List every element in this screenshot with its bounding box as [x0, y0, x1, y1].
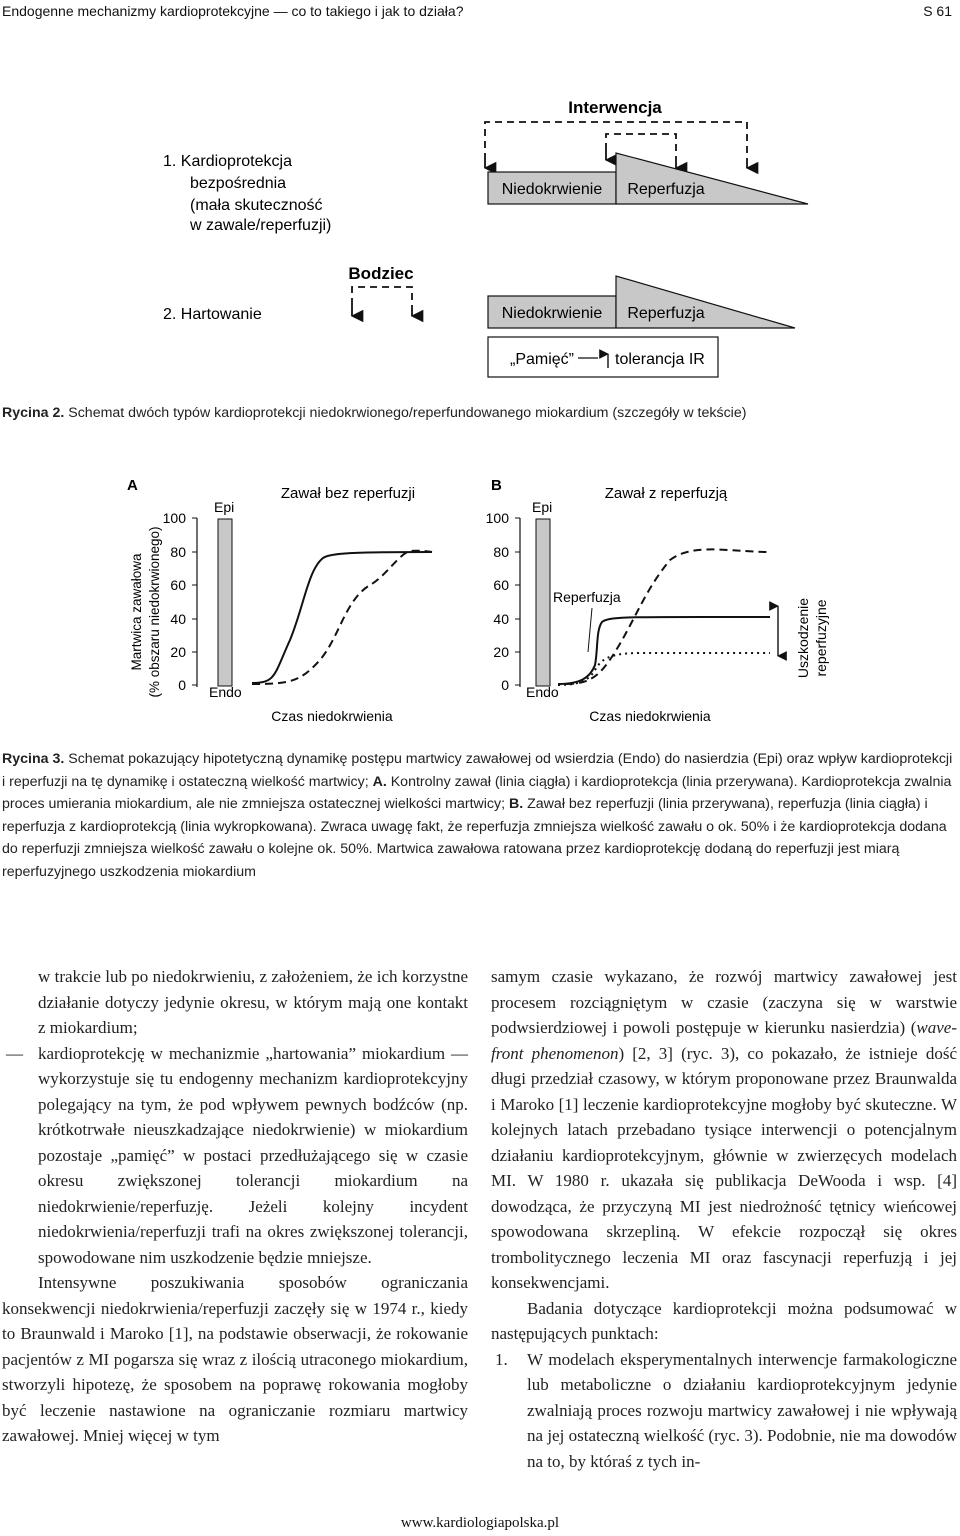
caption-panel-b: B. [509, 796, 524, 812]
figure-3-caption [2, 748, 954, 883]
tick-label: 100 [485, 510, 509, 526]
left-column [2, 964, 468, 1449]
paragraph: Badania dotyczące kardioprotekcji można podsumować w następujących punktach: [491, 1298, 957, 1343]
endo-label-b: Endo [526, 684, 559, 700]
tick-label: 20 [170, 644, 186, 660]
caption-panel-a: A. [372, 773, 387, 790]
xlabel-a: Czas niedokrwienia [271, 708, 393, 724]
caption-prefix: Rycina 2. [2, 405, 65, 421]
paragraph: Intensywne poszukiwania sposobów ograniczania konsekwencji niedokrwienia/reperfuzji zaczęły się w 1974 r., kiedy to Braunwald i Maroko [1], na podstawie obserwacji, że rokowanie pacjentów z MI pogarsza się wraz z ilością utraconego miokardium, stworzyli hipotezę, że sposobem na poprawę rokowania mogłoby być leczenie nastawione na ograniczanie rozmiaru martwicy zawałowej. Mniej więcej w tym [2, 1273, 468, 1445]
list-continuation [2, 964, 468, 1041]
injury-label-1: Uszkodzenie [795, 597, 811, 679]
caption-part: Schemat pokazujący hipotetyczną dynamikę postępu martwicy zawałowej od wsierdzia (Endo) do nasierdzia (Epi) oraz wpływ kardioprotekcji i reperfuzji na tę dynamikę i ostateczną wielkość martwicy; [2, 751, 953, 790]
tick-label: 80 [170, 544, 186, 560]
dash-marker: — [6, 1043, 23, 1063]
figure-3 [0, 460, 960, 740]
y-axis-label-2: (% obszaru niedokrwionego) [147, 526, 162, 698]
intervention-label: Interwencja [568, 98, 662, 117]
tick-label: 60 [493, 577, 509, 593]
panel-b-label: B [491, 477, 502, 494]
endo-label-a: Endo [209, 684, 242, 700]
row1-label-1: 1. Kardioprotekcja [163, 153, 292, 170]
text-run: samym czasie wykazano, że rozwój martwicy zawałowej jest procesem rozciągniętym w czasie (zaczyna się w warstwie podwsierdziowej i powoli postępuje w kierunku nasierdzia) ( [491, 967, 957, 1037]
row2-label: 2. Hartowanie [163, 306, 262, 323]
myocardium-bar-a [218, 519, 232, 686]
tick-label: 40 [170, 611, 186, 627]
list-item [491, 1347, 957, 1475]
tick-label: 60 [170, 577, 186, 593]
row1-reperfusion: Reperfuzja [627, 181, 705, 198]
tick-label: 40 [493, 611, 509, 627]
tolerance-text: tolerancja IR [615, 351, 705, 368]
list-item [2, 1041, 468, 1271]
y-ticks-a [192, 518, 197, 685]
panel-a-label: A [127, 477, 138, 494]
tick-label: 0 [501, 677, 509, 693]
reperfusion-pointer [588, 608, 592, 652]
tick-label: 0 [178, 677, 186, 693]
caption-part: Zawał bez reperfuzji (linia przerywana), reperfuzja (linia ciągła) i reperfuzja z kardioprotekcją (linia wykropkowana). Zwraca uwagę fakt, że reperfuzja zmniejsza wielkość zawału o ok. 50% i że kardioprotekcja dodana do reperfuzji zmniejsza wielkość zawału o kolejne ok. 50%. Martwica zawałowa ratowana przez kardioprotekcję dodaną do reperfuzji jest miarą reperfuzyjnego uszkodzenia miokardium [2, 796, 947, 880]
right-column [491, 964, 957, 1474]
page-number: S 61 [923, 3, 952, 19]
paragraph: w trakcie lub po niedokrwieniu, z założeniem, że ich korzystne działanie dotyczy jedynie okresu, w którym mają one kontakt z miokardium; [38, 967, 468, 1037]
paragraph: W modelach eksperymentalnych interwencje farmakologiczne lub metaboliczne o działaniu kardioprotekcyjnym jedynie zwalniają proces rozwoju martwicy zawałowej i nie wpływają na jej ostateczną wielkość (ryc. 3). Podobnie, nie ma dowodów na to, by któraś z tych in- [527, 1349, 957, 1471]
myocardium-bar-b [536, 519, 550, 686]
footer-url: www.kardiologiapolska.pl [400, 1515, 560, 1531]
row2-reperfusion: Reperfuzja [627, 305, 705, 322]
injury-label-2: reperfuzyjne [813, 599, 829, 677]
row1-ischemia: Niedokrwienie [501, 181, 603, 198]
y-axis-label-1: Martwica zawałowa [129, 553, 144, 671]
epi-label-b: Epi [532, 499, 553, 515]
title-a: Zawał bez reperfuzji [280, 485, 416, 502]
reperfusion-label: Reperfuzja [553, 589, 621, 605]
control-infarct-curve [252, 552, 432, 683]
caption-prefix: Rycina 3. [2, 751, 65, 767]
row1-label-2: bezpośrednia [190, 175, 287, 192]
tick-label: 100 [162, 510, 186, 526]
paragraph: kardioprotekcję w mechanizmie „hartowania” miokardium — wykorzystuje się tu endogenny mechanizm kardioprotekcyjny polegający na tym, że pod wpływem pewnych bodźców (np. krótkotrwałe nieuszkadzające niedokrwienie) w miokardium pozostaje „pamięć” w postaci przedłużającego się w czasie okresu zwiększonej tolerancji miokardium na niedokrwienie/reperfuzję. Jeżeli kolejny incydent niedokrwienia/reperfuzji trafi na okres zwiększonej tolerancji, spowodowane nim uszkodzenie będzie mniejsze. [38, 1043, 468, 1267]
italic-term: wave-front phenomenon [491, 1018, 957, 1063]
caption-part: Kontrolny zawał (linia ciągła) i kardioprotekcja (linia przerywana). Kardioprotekcja zwalnia proces umierania miokardium, ale nie zmniejsza ostatecznej wielkości martwicy; [2, 773, 952, 812]
figure-2-caption [2, 402, 952, 425]
row2-ischemia: Niedokrwienie [501, 305, 603, 322]
reperfusion-cardioprotection-curve [558, 653, 770, 685]
running-title: Endogenne mechanizmy kardioprotekcyjne — co to takiego i jak to działa? [2, 3, 464, 19]
xlabel-b: Czas niedokrwienia [589, 708, 711, 724]
title-b: Zawał z reperfuzją [604, 485, 728, 502]
list-number: 1. [495, 1349, 508, 1369]
row1-label-4: w zawale/reperfuzji) [190, 217, 332, 234]
epi-label-a: Epi [214, 499, 235, 515]
figure-2 [0, 0, 960, 440]
tick-label: 20 [493, 644, 509, 660]
paragraph [491, 964, 957, 1296]
stimulus-label: Bodziec [348, 264, 414, 283]
row1-label-3: (mała skuteczność [190, 197, 323, 214]
text-run: ) [2, 3] (ryc. 3), co pokazało, że istnieje dość długi przedział czasowy, w którym proponowane przez Braunwalda i Maroko [1] leczenie kardioprotekcyjne mogłoby być skuteczne. W kolejnych latach przebadano tysiące interwencji o potencjalnym działaniu kardioprotekcyjnym, głównie w zwierzęcych modelach MI. W 1980 r. ukazała się publikacja DeWooda i wsp. [4] dowodząca, że przyczyną MI jest niedrożność tętnicy wieńcowej spowodowana skrzepliną. W efekcie rozpoczął się okres trombolitycznego leczenia MI oraz fascynacji reperfuzją i jej konsekwencjami. [491, 1043, 957, 1292]
caption-text: Schemat dwóch typów kardioprotekcji niedokrwionego/reperfundowanego miokardium (szczegóły w tekście) [64, 405, 747, 421]
memory-text: „Pamięć” [510, 351, 575, 368]
y-ticks-b [515, 518, 520, 685]
stimulus-bracket [352, 287, 412, 305]
tick-label: 80 [493, 544, 509, 560]
